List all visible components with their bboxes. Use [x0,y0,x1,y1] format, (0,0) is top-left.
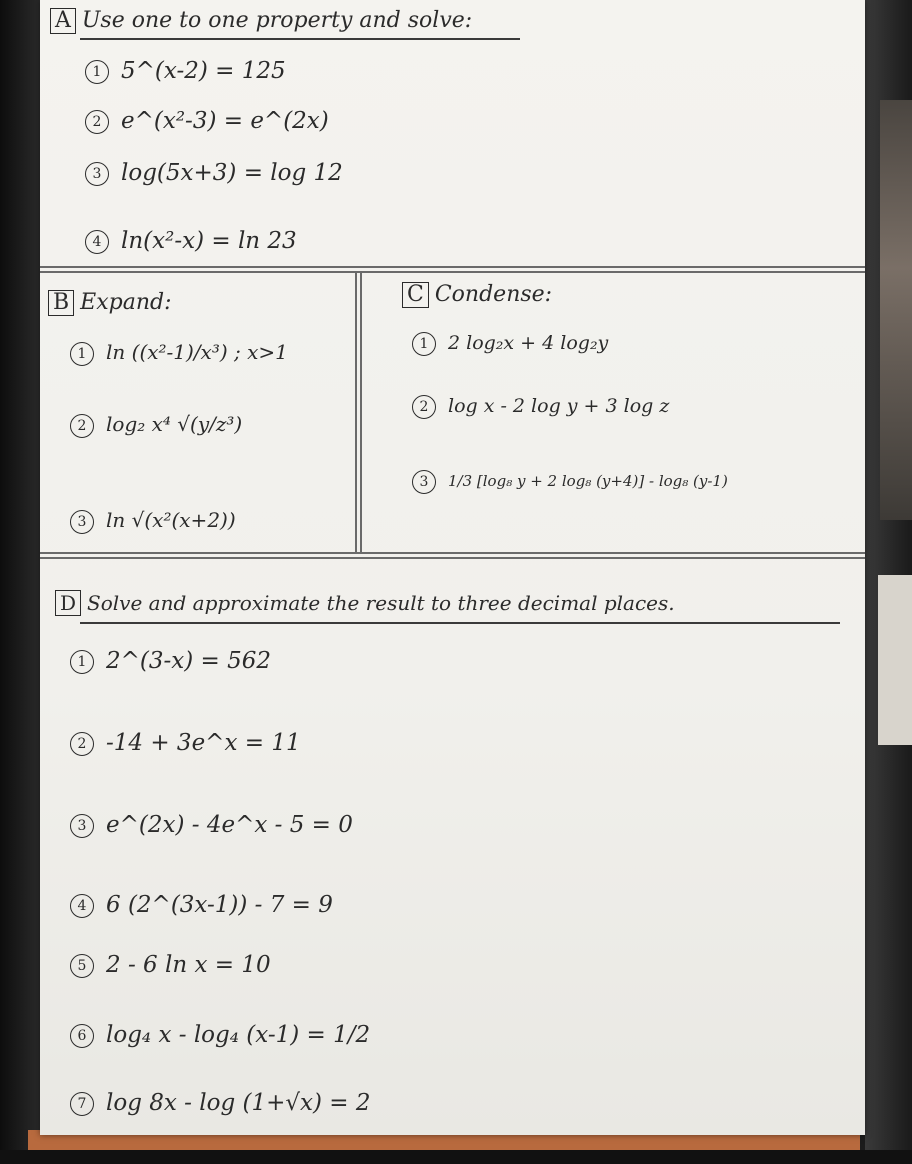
section-a-header [50,8,472,34]
problem-d3 [70,812,353,838]
problem-number: 2 [85,110,109,134]
problem-number: 2 [412,395,436,419]
problem-text: ln(x²-x) = ln 23 [121,228,297,254]
problem-c1 [412,332,608,356]
problem-d4 [70,892,333,918]
section-c-title: Condense: [434,282,553,307]
problem-number: 4 [85,230,109,254]
problem-text: ln √(x²(x+2)) [106,508,236,532]
problem-text: e^(2x) - 4e^x - 5 = 0 [106,812,353,838]
problem-a4 [85,228,297,254]
problem-text: log₄ x - log₄ (x-1) = 1/2 [106,1022,371,1048]
problem-a3 [85,160,343,186]
problem-number: 7 [70,1092,94,1116]
problem-number: 3 [412,470,436,494]
section-d-letter: D [55,590,81,616]
section-d-underline [80,622,840,624]
problem-number: 3 [70,510,94,534]
background-right-card [878,575,912,745]
problem-number: 1 [70,650,94,674]
section-d-title: Solve and approximate the result to three decimal places. [87,591,675,615]
problem-number: 3 [85,162,109,186]
problem-d7 [70,1090,370,1116]
problem-text: e^(x²-3) = e^(2x) [121,108,329,134]
problem-text: 5^(x-2) = 125 [121,58,286,84]
problem-number: 2 [70,732,94,756]
problem-number: 4 [70,894,94,918]
worksheet-paper [40,0,865,1135]
section-a-underline [80,38,520,40]
section-b-header [48,290,172,316]
problem-number: 1 [412,332,436,356]
problem-number: 2 [70,414,94,438]
problem-number: 1 [70,342,94,366]
problem-text: 2 - 6 ln x = 10 [106,952,271,978]
problem-text: 2 log₂x + 4 log₂y [448,332,609,354]
problem-text: 2^(3-x) = 562 [106,648,272,674]
problem-text: log(5x+3) = log 12 [121,160,343,186]
problem-b2 [70,412,242,438]
divider-middle-double [40,557,865,559]
divider-vertical [355,271,357,554]
divider-top-double [40,271,865,273]
problem-a1 [85,58,286,84]
divider-top [40,266,865,268]
problem-c2 [412,395,669,419]
divider-vertical-double [360,271,362,554]
problem-d6 [70,1022,370,1048]
problem-text: 6 (2^(3x-1)) - 7 = 9 [106,892,333,918]
problem-a2 [85,108,329,134]
problem-text: 1/3 [log₈ y + 2 log₈ (y+4)] - log₈ (y-1) [448,472,728,490]
problem-number: 6 [70,1024,94,1048]
problem-b1 [70,340,288,366]
problem-d2 [70,730,301,756]
background-bottom [0,1150,912,1164]
section-a-letter: A [50,8,76,34]
problem-d5 [70,952,271,978]
section-d-header [55,590,675,616]
section-c-header [402,282,552,308]
problem-c3 [412,470,728,494]
problem-text: log 8x - log (1+√x) = 2 [106,1090,371,1116]
problem-number: 5 [70,954,94,978]
problem-number: 3 [70,814,94,838]
problem-number: 1 [85,60,109,84]
background-right-object [880,100,912,520]
divider-middle [40,552,865,554]
section-a-title: Use one to one property and solve: [81,8,473,33]
section-c-letter: C [402,282,429,308]
section-b-letter: B [48,290,74,316]
problem-d1 [70,648,271,674]
problem-text: ln ((x²-1)/x³) ; x>1 [106,340,288,364]
problem-text: -14 + 3e^x = 11 [106,730,301,756]
section-b-title: Expand: [80,290,172,315]
background-left [0,0,40,1164]
problem-text: log x - 2 log y + 3 log z [448,395,670,417]
problem-text: log₂ x⁴ √(y/z³) [106,412,243,436]
problem-b3 [70,508,236,534]
